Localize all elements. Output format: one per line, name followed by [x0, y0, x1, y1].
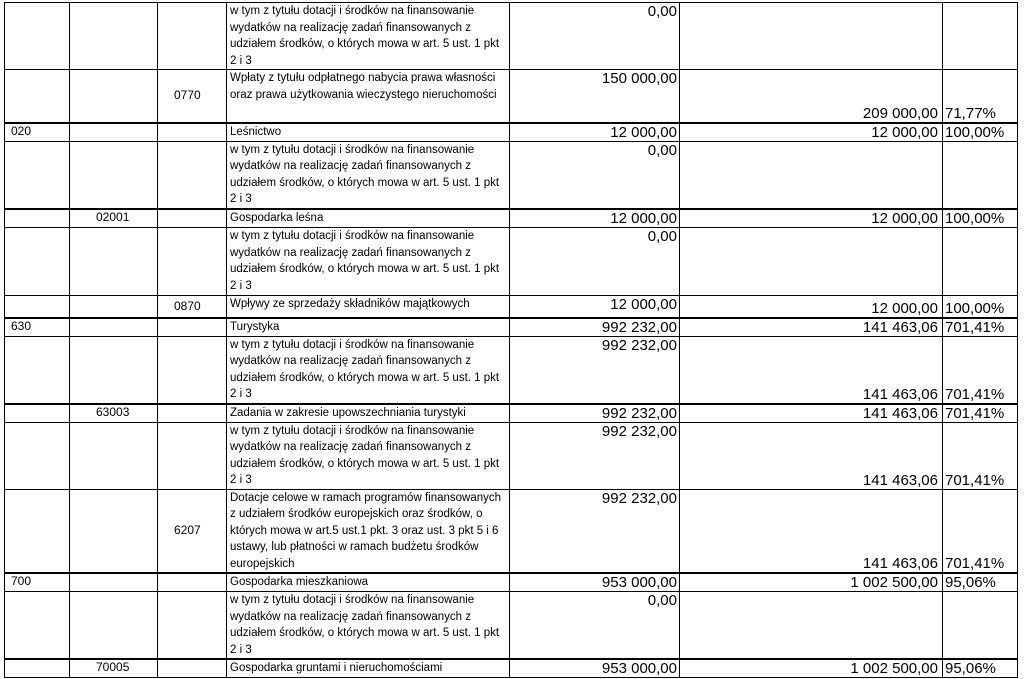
percent-cell: 100,00%	[943, 123, 1018, 142]
paragraf-cell	[158, 573, 227, 592]
paragraf-cell: 0770	[158, 70, 227, 123]
name-cell: Gospodarka leśna	[227, 209, 510, 228]
wykonanie-cell	[680, 592, 943, 660]
table-row	[5, 422, 1018, 489]
table-row	[5, 209, 1018, 228]
dzial-cell: 700	[5, 573, 70, 592]
wykonanie-cell: 141 463,06	[680, 489, 943, 573]
table-row	[5, 336, 1018, 404]
name-cell: w tym z tytułu dotacji i środków na finansowanie wydatków na realizację zadań finansowanych z udziałem środków, o których mowa w art. 5 ust. 1 pkt 2 i 3	[227, 592, 510, 660]
name-cell: Dotacje celowe w ramach programów finansowanych z udziałem środków europejskich oraz środków, o których mowa w art.5 ust.1 pkt. 3 oraz ust. 3 pkt 5 i 6 ustawy, lub płatności w ramach budżetu środków europejskich	[227, 489, 510, 573]
dzial-cell	[5, 3, 70, 70]
paragraf-cell	[158, 228, 227, 296]
paragraf-cell	[158, 318, 227, 337]
percent-cell	[943, 228, 1018, 296]
percent-cell: 95,06%	[943, 659, 1018, 678]
plan-cell: 992 232,00	[510, 422, 680, 489]
table-row	[5, 404, 1018, 423]
wykonanie-cell: 12 000,00	[680, 123, 943, 142]
paragraf-cell	[158, 3, 227, 70]
dzial-cell	[5, 70, 70, 123]
wykonanie-cell	[680, 3, 943, 70]
name-cell: w tym z tytułu dotacji i środków na finansowanie wydatków na realizację zadań finansowanych z udziałem środków, o których mowa w art. 5 ust. 1 pkt 2 i 3	[227, 141, 510, 209]
plan-cell: 0,00	[510, 592, 680, 660]
percent-cell: 701,41%	[943, 404, 1018, 423]
rozdzial-cell	[70, 296, 158, 318]
table-row	[5, 573, 1018, 592]
dzial-cell	[5, 659, 70, 678]
dzial-cell	[5, 141, 70, 209]
percent-cell	[943, 141, 1018, 209]
rozdzial-cell	[70, 336, 158, 404]
table-row	[5, 141, 1018, 209]
rozdzial-cell	[70, 422, 158, 489]
dzial-cell	[5, 209, 70, 228]
dzial-cell	[5, 489, 70, 573]
rozdzial-cell	[70, 318, 158, 337]
wykonanie-cell	[680, 228, 943, 296]
name-cell: Turystyka	[227, 318, 510, 337]
table-row	[5, 489, 1018, 573]
wykonanie-cell: 209 000,00	[680, 70, 943, 123]
name-cell: Zadania w zakresie upowszechniania turystyki	[227, 404, 510, 423]
plan-cell: 0,00	[510, 228, 680, 296]
dzial-cell: 630	[5, 318, 70, 337]
percent-cell: 701,41%	[943, 489, 1018, 573]
rozdzial-cell	[70, 70, 158, 123]
plan-cell: 12 000,00	[510, 123, 680, 142]
name-cell: Gospodarka mieszkaniowa	[227, 573, 510, 592]
dzial-cell	[5, 228, 70, 296]
budget-table	[4, 2, 1018, 678]
percent-cell	[943, 592, 1018, 660]
paragraf-cell	[158, 659, 227, 678]
paragraf-cell	[158, 422, 227, 489]
plan-cell: 0,00	[510, 141, 680, 209]
paragraf-cell	[158, 141, 227, 209]
plan-cell: 12 000,00	[510, 209, 680, 228]
name-cell: w tym z tytułu dotacji i środków na finansowanie wydatków na realizację zadań finansowanych z udziałem środków, o których mowa w art. 5 ust. 1 pkt 2 i 3	[227, 228, 510, 296]
paragraf-cell: 6207	[158, 489, 227, 573]
percent-cell: 701,41%	[943, 336, 1018, 404]
table-row	[5, 296, 1018, 318]
percent-cell: 100,00%	[943, 296, 1018, 318]
rozdzial-cell	[70, 489, 158, 573]
percent-cell: 71,77%	[943, 70, 1018, 123]
percent-cell: 95,06%	[943, 573, 1018, 592]
name-cell: Wpłaty z tytułu odpłatnego nabycia prawa własności oraz prawa użytkowania wieczystego nieruchomości	[227, 70, 510, 123]
percent-cell: 701,41%	[943, 422, 1018, 489]
plan-cell: 12 000,00	[510, 296, 680, 318]
paragraf-cell	[158, 404, 227, 423]
table-row	[5, 228, 1018, 296]
name-cell: Gospodarka gruntami i nieruchomościami	[227, 659, 510, 678]
wykonanie-cell: 141 463,06	[680, 336, 943, 404]
rozdzial-cell	[70, 123, 158, 142]
rozdzial-cell	[70, 573, 158, 592]
dzial-cell	[5, 336, 70, 404]
plan-cell: 992 232,00	[510, 336, 680, 404]
rozdzial-cell	[70, 141, 158, 209]
dzial-cell	[5, 404, 70, 423]
wykonanie-cell: 141 463,06	[680, 422, 943, 489]
percent-cell: 100,00%	[943, 209, 1018, 228]
plan-cell: 150 000,00	[510, 70, 680, 123]
paragraf-cell	[158, 209, 227, 228]
plan-cell: 992 232,00	[510, 404, 680, 423]
name-cell: w tym z tytułu dotacji i środków na finansowanie wydatków na realizację zadań finansowanych z udziałem środków, o których mowa w art. 5 ust. 1 pkt 2 i 3	[227, 336, 510, 404]
rozdzial-cell	[70, 592, 158, 660]
plan-cell: 0,00	[510, 3, 680, 70]
table-row	[5, 318, 1018, 337]
rozdzial-cell	[70, 3, 158, 70]
wykonanie-cell: 12 000,00	[680, 296, 943, 318]
wykonanie-cell: 1 002 500,00	[680, 573, 943, 592]
plan-cell: 992 232,00	[510, 318, 680, 337]
paragraf-cell: 0870	[158, 296, 227, 318]
plan-cell: 953 000,00	[510, 659, 680, 678]
rozdzial-cell: 70005	[70, 659, 158, 678]
wykonanie-cell: 12 000,00	[680, 209, 943, 228]
wykonanie-cell: 1 002 500,00	[680, 659, 943, 678]
rozdzial-cell	[70, 228, 158, 296]
table-row	[5, 592, 1018, 660]
dzial-cell	[5, 592, 70, 660]
dzial-cell	[5, 422, 70, 489]
name-cell: Wpływy ze sprzedaży składników majątkowych	[227, 296, 510, 318]
percent-cell: 701,41%	[943, 318, 1018, 337]
paragraf-cell	[158, 592, 227, 660]
dzial-cell	[5, 296, 70, 318]
wykonanie-cell: 141 463,06	[680, 404, 943, 423]
table-row	[5, 3, 1018, 70]
dzial-cell: 020	[5, 123, 70, 142]
paragraf-cell	[158, 336, 227, 404]
rozdzial-cell: 02001	[70, 209, 158, 228]
rozdzial-cell: 63003	[70, 404, 158, 423]
plan-cell: 992 232,00	[510, 489, 680, 573]
name-cell: w tym z tytułu dotacji i środków na finansowanie wydatków na realizację zadań finansowanych z udziałem środków, o których mowa w art. 5 ust. 1 pkt 2 i 3	[227, 3, 510, 70]
table-row	[5, 659, 1018, 678]
name-cell: w tym z tytułu dotacji i środków na finansowanie wydatków na realizację zadań finansowanych z udziałem środków, o których mowa w art. 5 ust. 1 pkt 2 i 3	[227, 422, 510, 489]
wykonanie-cell: 141 463,06	[680, 318, 943, 337]
name-cell: Leśnictwo	[227, 123, 510, 142]
wykonanie-cell	[680, 141, 943, 209]
table-row	[5, 123, 1018, 142]
paragraf-cell	[158, 123, 227, 142]
percent-cell	[943, 3, 1018, 70]
table-row	[5, 70, 1018, 123]
plan-cell: 953 000,00	[510, 573, 680, 592]
